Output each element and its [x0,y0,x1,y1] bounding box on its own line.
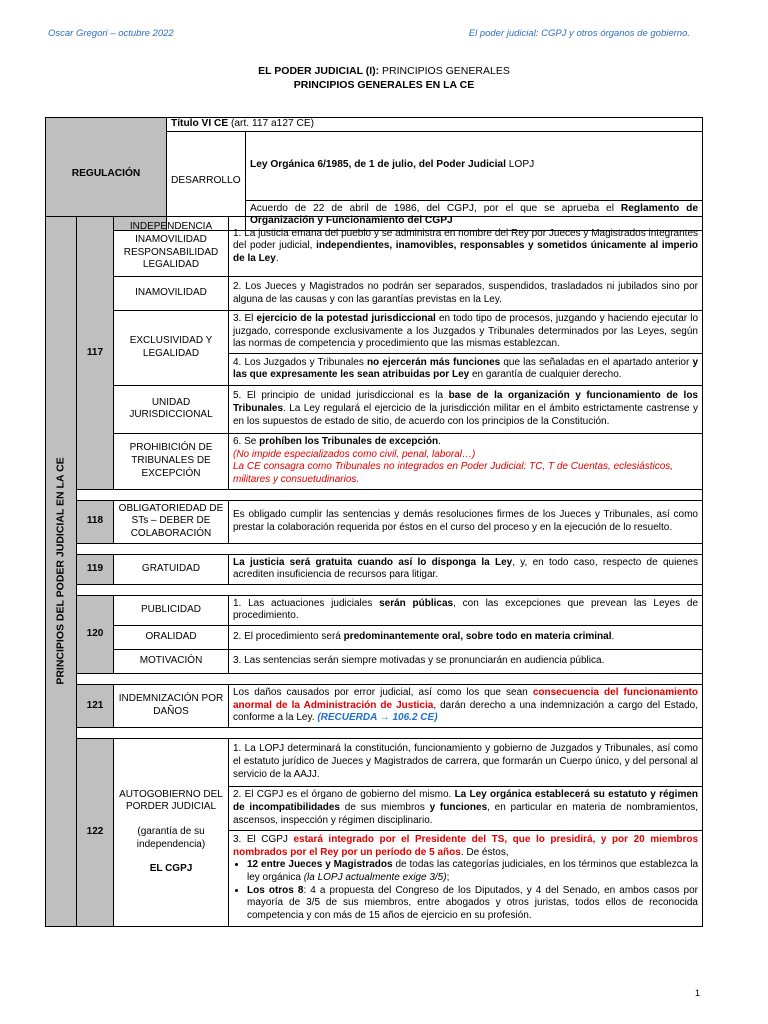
art122-label: AUTOGOBIERNO DEL PORDER JUDICIAL (garantía de su independencia) EL CGPJ [114,738,229,926]
art119-text: La justicia será gratuita cuando así lo disponga la Ley, y, en todo caso, respecto de quienes acrediten insuficiencia de recursos para litigar. [229,554,703,584]
desarrollo-label: DESARROLLO [167,131,246,230]
page-number: 1 [694,988,700,998]
regulation-table [45,117,703,231]
art122-1: 1. La LOPJ determinará la constitución, funcionamiento y gobierno de Juzgados y Tribunales, así como el estatuto jurídico de Jueces y Magistrados de carrera, que formarán un Cuerpo único, y del personal al servicio de la AAJJ. [229,738,703,786]
art122-2: 2. El CGPJ es el órgano de gobierno del mismo. La Ley orgánica establecerá su estatuto y régimen de incompatibilidades de sus miembros y funciones, en particular en materia de nombramientos, ascensos, inspección y régimen disciplinario. [229,786,703,830]
art122-3: 3. El CGPJ estará integrado por el Presidente del TS, que lo presidirá, y por 20 miembros nombrados por el Rey por un período de 5 años. De éstos, • 12 entre Jueces y Magistrados de todas las categorías judiciales, en los términos que establezca la ley orgánica (la LOPJ actualmente exige 3/5); • Los otros 8: 4 a propuesta del Congreso de los Diputados, y 4 del Senado, en ambos casos por mayoría de 3/5 de sus miembros, entre abogados y otros juristas, todos ellos de reconocida competencia y con más de 15 años de ejercicio en su profesión. [229,830,703,926]
unidad-label: UNIDAD JURISDICCIONAL [114,385,229,433]
article-119-num: 119 [77,554,114,584]
article-122-num: 122 [77,738,114,926]
art121-label: INDEMNIZACIÓN POR DAÑOS [114,684,229,727]
principles-table [45,216,703,927]
article-118-num: 118 [77,500,114,543]
art117-1: 1. La justicia emana del pueblo y se administra en nombre del Rey por Jueces y Magistrados integrantes del poder judicial, independientes, inamovibles, responsables y sometidos únicamente al imperio de la Ley. [229,217,703,277]
oralidad-label: ORALIDAD [114,625,229,649]
side-label: PRINCIPIOS DEL PODER JUDICIAL EN LA CE [46,217,77,927]
art117-5: 5. El principio de unidad jurisdiccional es la base de la organización y funcionamiento de los Tribunales. La Ley regulará el ejercicio de la jurisdicción militar en el ámbito estrictamente castrense y en los supuestos de estado de sitio, de acuerdo con los principios de la Constitución. [229,385,703,433]
prohibicion-label: PROHIBICIÓN DE TRIBUNALES DE EXCEPCIÓN [114,433,229,489]
header-topic: El poder judicial: CGPJ y otros órganos de gobierno. [468,28,690,39]
art120-1: 1. Las actuaciones judiciales serán públicas, con las excepciones que prevean las Leyes de procedimiento. [229,595,703,625]
bullet-otros-8: • Los otros 8: 4 a propuesta del Congreso de los Diputados, y 4 del Senado, en ambos casos por mayoría de 3/5 de sus miembros, entre abogados y otros juristas, todos ellos de reconocida competencia y con más de 15 años de ejercicio en su profesión. [247,885,698,923]
art120-3: 3. Las sentencias serán siempre motivadas y se pronunciarán en audiencia pública. [229,649,703,673]
article-117-num: 117 [77,217,114,490]
article-120-num: 120 [77,595,114,673]
acuerdo-cell: Acuerdo de 22 de abril de 1986, del CGPJ, por el que se aprueba el Reglamento de Organización y Funcionamiento del CGPJ [246,200,703,230]
art117-6: 6. Se prohíben los Tribunales de excepción. (No impide especializados como civil, penal, laboral…) La CE consagra como Tribunales no integrados en Poder Judicial: TC, T de Cuentas, eclesiásticos, militares y consuetudinarios. [229,433,703,489]
title-line1-bold: EL PODER JUDICIAL (I): [258,65,380,77]
lopj-cell: Ley Orgánica 6/1985, de 1 de julio, del Poder Judicial LOPJ [246,131,703,200]
art121-text: Los daños causados por error judicial, así como los que sean consecuencia del funcionamiento anormal de la Administración de Justicia, darán derecho a una indemnización a cargo del Estado, conforme a la Ley. (RECUERDA → 106.2 CE) [229,684,703,727]
art117-3: 3. El ejercicio de la potestad jurisdiccional en todo tipo de procesos, juzgando y haciendo ejecutar lo juzgado, corresponde exclusivamente a los Juzgados y Tribunales determinados por las Leyes, según las normas de competencia y procedimiento que las mismas establezcan. [229,311,703,354]
motivacion-label: MOTIVACIÓN [114,649,229,673]
regulation-label: REGULACIÓN [46,118,167,231]
header-author: Oscar Gregori – octubre 2022 [48,28,174,39]
art117-2: 2. Los Jueces y Magistrados no podrán ser separados, suspendidos, trasladados ni jubilados sino por alguna de las causas y con las garantías previstas en la Ley. [229,277,703,311]
art120-2: 2. El procedimiento será predominantemente oral, sobre todo en materia criminal. [229,625,703,649]
exclusividad-label: EXCLUSIVIDAD Y LEGALIDAD [114,311,229,386]
art118-text: Es obligado cumplir las sentencias y demás resoluciones firmes de los Jueces y Tribunales, así como prestar la colaboración requerida por éstos en el curso del proceso y en la ejecución de lo resuelto. [229,500,703,543]
article-121-num: 121 [77,684,114,727]
publicidad-label: PUBLICIDAD [114,595,229,625]
inamovilidad-label: INAMOVILIDAD [114,277,229,311]
title-line2: PRINCIPIOS GENERALES EN LA CE [293,79,475,91]
title-line1-rest: PRINCIPIOS GENERALES [379,65,510,77]
independencia-label: INDEPENDENCIA INAMOVILIDAD RESPONSABILIDAD LEGALIDAD [114,217,229,277]
page-title [0,64,768,92]
bullet-12-jueces: • 12 entre Jueces y Magistrados de todas las categorías judiciales, en los términos que establezca la ley orgánica (la LOPJ actualmente exige 3/5); [247,859,698,884]
art117-4: 4. Los Juzgados y Tribunales no ejercerán más funciones que las señaladas en el apartado anterior y las que expresamente les sean atribuidas por Ley en garantía de cualquier derecho. [229,353,703,385]
titulo-cell: Título VI CE (art. 117 a127 CE) [167,118,703,132]
art119-label: GRATUIDAD [114,554,229,584]
art118-label: OBLIGATORIEDAD DE STs – DEBER DE COLABORACIÓN [114,500,229,543]
